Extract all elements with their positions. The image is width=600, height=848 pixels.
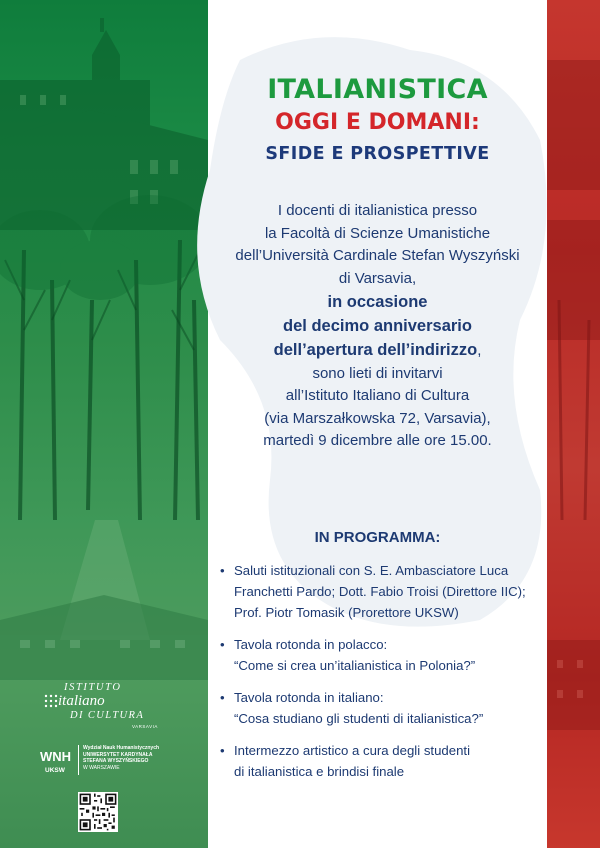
bullet-icon: •: [220, 743, 225, 758]
wnh-line: Wydział Nauk Humanistycznych: [83, 745, 160, 751]
wnh-line: UNIWERSYTET KARDYNAŁA: [83, 751, 153, 758]
bullet-icon: •: [220, 690, 225, 705]
program-item-line: Franchetti Pardo; Dott. Fabio Troisi (Direttore IIC);: [234, 584, 526, 599]
program-item: [220, 687, 550, 729]
invitation-bold-line: dell’apertura dell’indirizzo: [273, 341, 478, 359]
program-list: [220, 560, 550, 793]
iic-logo-line: italiano: [58, 693, 105, 709]
invitation-text: [208, 200, 547, 453]
program-item-line: “Cosa studiano gli studenti di italianistica?”: [234, 711, 484, 726]
iic-logo-city: VARSAVIA: [132, 724, 158, 729]
program-item-line: “Come si crea un’italianistica in Polonia?”: [234, 658, 476, 673]
iic-logo-line: ISTITUTO: [64, 682, 122, 693]
invitation-line: I docenti di italianistica presso: [277, 202, 478, 219]
title-line-2: OGGI E DOMANI:: [275, 110, 480, 135]
bullet-icon: •: [220, 563, 225, 578]
wnh-line: W WARSZAWIE: [83, 764, 120, 771]
invitation-line: (via Marszałkowska 72, Varsavia),: [264, 409, 491, 427]
wnh-logo: [40, 745, 200, 777]
invitation-comma: ,: [477, 342, 482, 359]
program-item-line: Saluti istituzionali con S. E. Ambasciatore Luca: [234, 563, 509, 578]
title-line-3: SFIDE E PROSPETTIVE: [265, 144, 490, 164]
invitation-bold-line: in occasione: [327, 293, 428, 311]
program-item-line: Intermezzo artistico a cura degli studenti: [234, 743, 471, 758]
invitation-bold-line: del decimo anniversario: [283, 317, 472, 335]
program-item-line: Tavola rotonda in polacco:: [234, 637, 388, 652]
program-item: [220, 560, 550, 623]
invitation-line: martedì 9 dicembre alle ore 15.00.: [263, 432, 492, 449]
wnh-divider: [78, 745, 79, 775]
program-item-line: Prof. Piotr Tomasik (Prorettore UKSW): [234, 605, 459, 620]
invitation-line: dell’Università Cardinale Stefan Wyszyński: [235, 247, 520, 264]
wnh-abbr: WNH: [40, 749, 72, 764]
main-content: [208, 0, 547, 848]
invitation-line: la Facoltà di Scienze Umanistiche: [264, 224, 491, 242]
qr-code[interactable]: [78, 792, 118, 832]
invitation-line: di Varsavia,: [338, 269, 417, 287]
title-line-1: ITALIANISTICA: [267, 74, 488, 105]
iic-logo-line: DI CULTURA: [70, 710, 145, 721]
wnh-text: [83, 745, 159, 771]
program-item-line: Tavola rotonda in italiano:: [234, 690, 384, 705]
program-item-line: di italianistica e brindisi finale: [234, 764, 405, 779]
program-item: [220, 740, 550, 782]
bullet-icon: •: [220, 637, 225, 652]
program-item: [220, 634, 550, 676]
program-heading: IN PROGRAMMA:: [314, 529, 441, 546]
iic-dots-icon: [44, 694, 58, 708]
wnh-line: STEFANA WYSZYŃSKIEGO: [83, 758, 149, 765]
wnh-sub: UKSW: [45, 767, 65, 774]
invitation-bold-line-wrap: [208, 338, 547, 363]
iic-logo: [44, 682, 174, 729]
invitation-line: sono lieti di invitarvi: [312, 364, 443, 382]
invitation-line: all’Istituto Italiano di Cultura: [285, 387, 470, 404]
